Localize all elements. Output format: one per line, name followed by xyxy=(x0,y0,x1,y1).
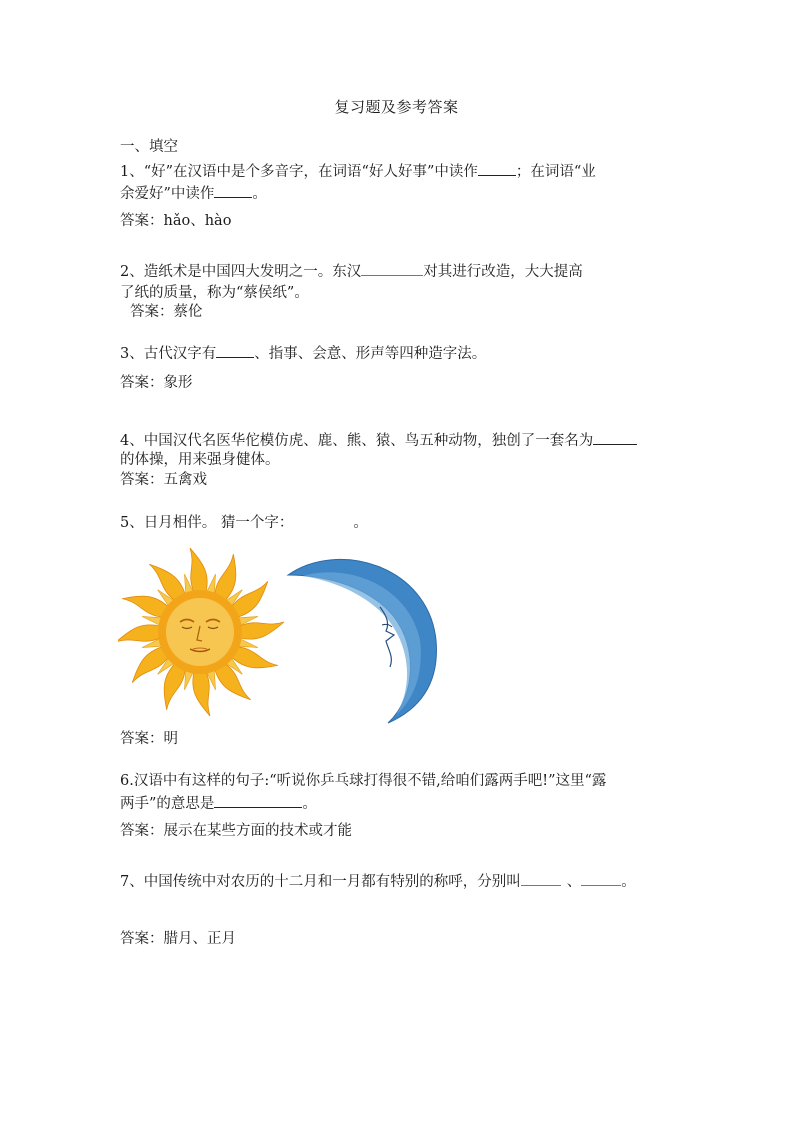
question-6-line-2 xyxy=(120,793,317,814)
answer-blank xyxy=(478,161,516,176)
question-text: 1、“好”在汉语中是个多音字，在词语“好人好事”中读作 xyxy=(120,164,478,180)
answer-blank xyxy=(214,793,302,808)
question-text: 5、日月相伴。 猜一个字： xyxy=(120,515,294,531)
crescent-moon-face-icon xyxy=(288,559,436,723)
answer-blank xyxy=(593,430,637,445)
question-text: 。 xyxy=(353,515,368,531)
question-7-line-1 xyxy=(120,871,636,892)
question-text: 、 xyxy=(566,874,582,890)
question-2-line-1 xyxy=(120,261,583,282)
question-text: 。 xyxy=(252,186,267,202)
question-text: 。 xyxy=(302,796,317,812)
answer-blank xyxy=(521,871,561,886)
question-4-line-1 xyxy=(120,430,637,451)
answer-blank xyxy=(581,871,621,886)
question-1-line-2 xyxy=(120,183,267,204)
question-5-line-1 xyxy=(120,513,368,533)
question-text: 。 xyxy=(621,874,636,890)
question-text: 两手”的意思是 xyxy=(120,796,215,812)
answer-1: 答案：hǎo、hào xyxy=(120,213,232,229)
question-1-line-1 xyxy=(120,161,596,182)
section-heading: 一、填空 xyxy=(120,139,178,155)
sun-face-icon xyxy=(118,548,284,716)
question-4-line-2: 的体操，用来强身健体。 xyxy=(120,452,280,468)
answer-5: 答案：明 xyxy=(120,731,178,747)
sun-moon-illustration xyxy=(118,545,448,725)
answer-3: 答案：象形 xyxy=(120,375,193,391)
answer-2: 答案：蔡伦 xyxy=(130,304,203,320)
answer-blank xyxy=(216,343,254,358)
question-text: 7、中国传统中对农历的十二月和一月都有特别的称呼，分别叫 xyxy=(120,874,521,890)
sun-moon-svg xyxy=(118,545,448,725)
question-text: 3、古代汉字有 xyxy=(120,346,217,362)
question-3-line-1 xyxy=(120,343,486,364)
question-text: ；在词语“业 xyxy=(515,164,596,180)
question-2-line-2: 了纸的质量，称为“蔡侯纸”。 xyxy=(120,285,309,301)
answer-6: 答案：展示在某些方面的技术或才能 xyxy=(120,823,352,839)
question-text: 2、造纸术是中国四大发明之一。东汉 xyxy=(120,264,362,280)
question-text: 对其进行改造，大大提高 xyxy=(423,264,583,280)
question-text: 余爱好”中读作 xyxy=(120,186,215,202)
answer-4: 答案：五禽戏 xyxy=(120,472,207,488)
page-title: 复习题及参考答案 xyxy=(334,98,459,116)
question-text: 4、中国汉代名医华佗模仿虎、鹿、熊、猿、鸟五种动物，独创了一套名为 xyxy=(120,433,594,449)
answer-blank xyxy=(214,183,252,198)
answer-blank xyxy=(361,261,423,276)
question-text: 、指事、会意、形声等四种造字法。 xyxy=(254,346,487,362)
question-6-line-1: 6.汉语中有这样的句子:“听说你乒乓球打得很不错,给咱们露两手吧!”这里“露 xyxy=(120,773,607,789)
answer-7: 答案：腊月、正月 xyxy=(120,931,236,947)
